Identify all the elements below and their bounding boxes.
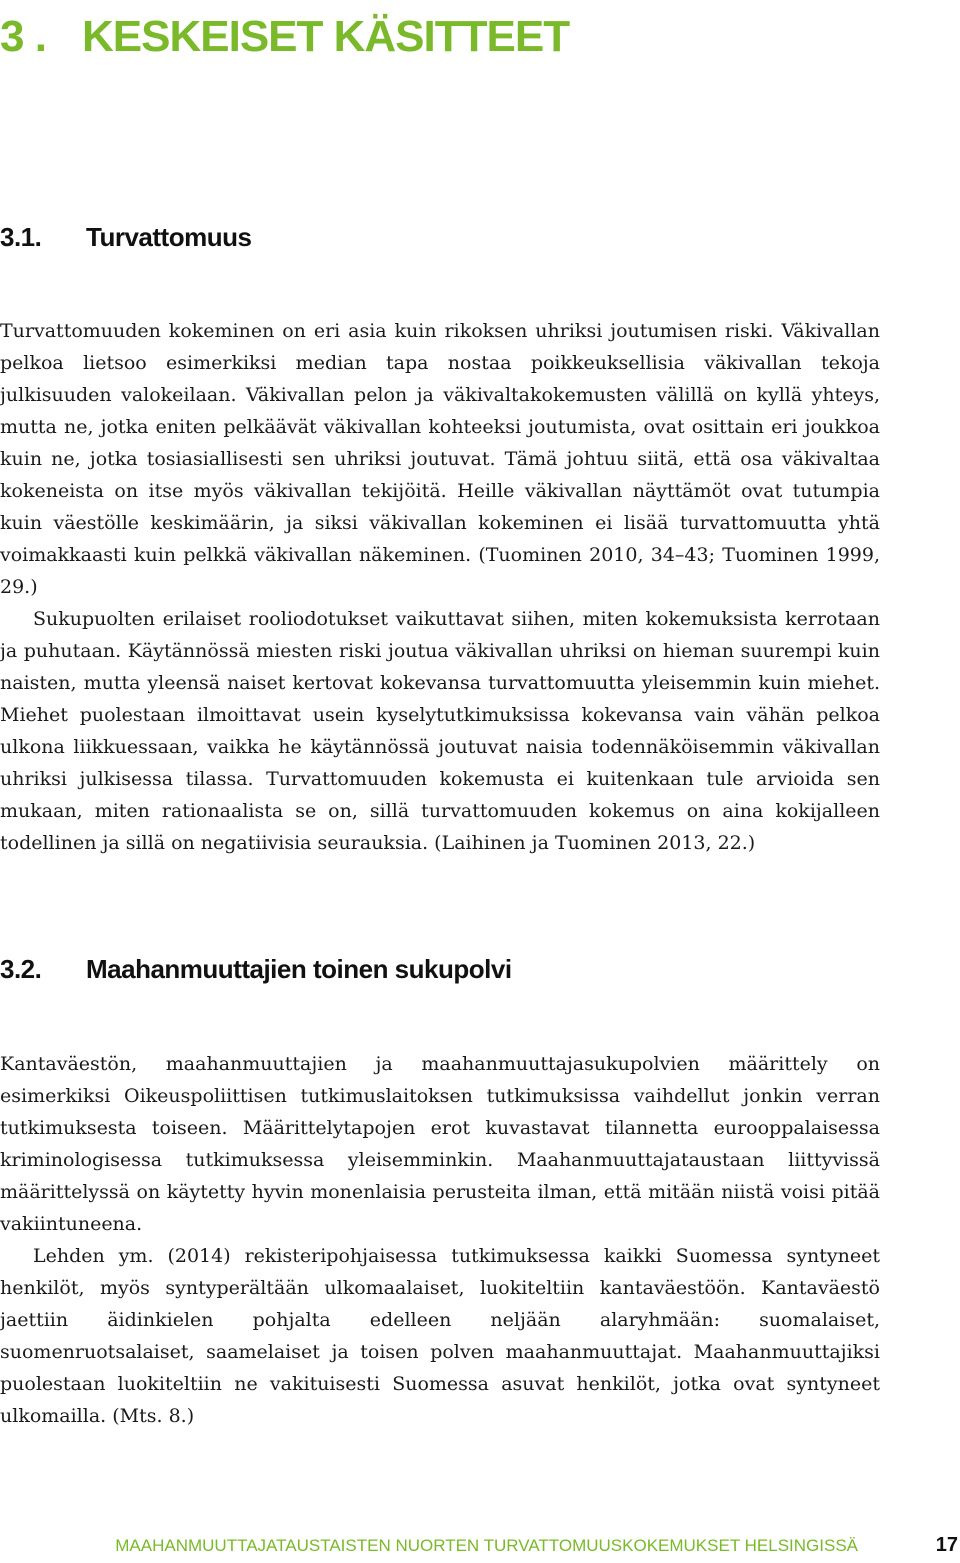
section-title: Maahanmuuttajien toinen sukupolvi <box>86 954 512 984</box>
section-body-turvattomuus <box>0 315 880 859</box>
running-footer-title: MAAHANMUUTTAJATAUSTAISTEN NUORTEN TURVATTOMUUSKOKEMUKSET HELSINGISSÄ <box>115 1536 858 1555</box>
section-body-toinen-sukupolvi <box>0 1048 880 1432</box>
section-number: 3.1. <box>0 222 42 252</box>
paragraph: Turvattomuuden kokeminen on eri asia kuin rikoksen uhriksi joutumisen riski. Väkivallan pelkoa lietsoo esimerkiksi median tapa nostaa poikkeuksellisia väkivallan tekoja julkisuuden valokeilaan. Väkivallan pelon ja väkivaltakokemusten välillä on kyllä yhteys, mutta ne, jotka eniten pelkäävät väkivallan kohteeksi joutumista, ovat osittain eri joukkoa kuin ne, jotka tosiasiallisesti sen uhriksi joutuvat. Tämä johtuu siitä, että osa väkivaltaa kokeneista on itse myös väkivallan tekijöitä. Heille väkivallan näyttämöt ovat tutumpia kuin väestölle keskimäärin, ja siksi väkivallan kokeminen ei lisää turvattomuutta yhtä voimakkaasti kuin pelkkä väkivallan näkeminen. (Tuominen 2010, 34–43; Tuominen 1999, 29.) <box>0 320 880 598</box>
paragraph: Lehden ym. (2014) rekisteripohjaisessa tutkimuksessa kaikki Suomessa syntyneet henkilöt, myös syntyperältään ulkomaalaiset, luokiteltiin kantaväestöön. Kantaväestö jaettiin äidinkielen pohjalta edelleen neljään alaryhmään: suomalaiset, suomenruotsalaiset, saamelaiset ja toisen polven maahanmuuttajat. Maahanmuuttajiksi puolestaan luokiteltiin ne vakituisesti Suomessa asuvat henkilöt, jotka ovat syntyneet ulkomailla. (Mts. 8.) <box>0 1245 880 1427</box>
chapter-number: 3 . <box>0 12 46 61</box>
section-heading-turvattomuus <box>0 220 251 254</box>
paragraph: Kantaväestön, maahanmuuttajien ja maahanmuuttajasukupolvien määrittely on esimerkiksi Oikeuspoliittisen tutkimuslaitoksen tutkimuksissa vaihdellut jonkin verran tutkimuksesta toiseen. Määrittelytapojen erot kuvastavat tilannetta eurooppalaisessa kriminologisessa tutkimuksessa yleisemminkin. Maahanmuuttajataustaan liittyvissä määrittelyssä on käytetty hyvin monenlaisia perusteita ilman, että mitään niistä voisi pitää vakiintuneena. <box>0 1053 880 1235</box>
section-heading-toinen-sukupolvi <box>0 952 512 986</box>
page-number: 17 <box>935 1534 958 1556</box>
chapter-title <box>0 10 569 64</box>
section-number: 3.2. <box>0 954 42 984</box>
paragraph: Sukupuolten erilaiset rooliodotukset vaikuttavat siihen, miten kokemuksista kerrotaan ja puhutaan. Käytännössä miesten riski joutua väkivallan uhriksi on hieman suurempi kuin naisten, mutta yleensä naiset kertovat kokevansa turvattomuutta yleisemmin kuin miehet. Miehet puolestaan ilmoittavat usein kyselytutkimuksissa kokevansa vain vähän pelkoa ulkona liikkuessaan, vaikka he käytännössä joutuvat naisia todennäköisemmin väkivallan uhriksi julkisessa tilassa. Turvattomuuden kokemusta ei kuitenkaan tule arvioida sen mukaan, miten rationaalista se on, sillä turvattomuuden kokemus on aina kokijalleen todellinen ja sillä on negatiivisia seurauksia. (Laihinen ja Tuominen 2013, 22.) <box>0 608 880 854</box>
section-title: Turvattomuus <box>86 222 252 252</box>
chapter-title-text: KESKEISET KÄSITTEET <box>82 12 570 61</box>
